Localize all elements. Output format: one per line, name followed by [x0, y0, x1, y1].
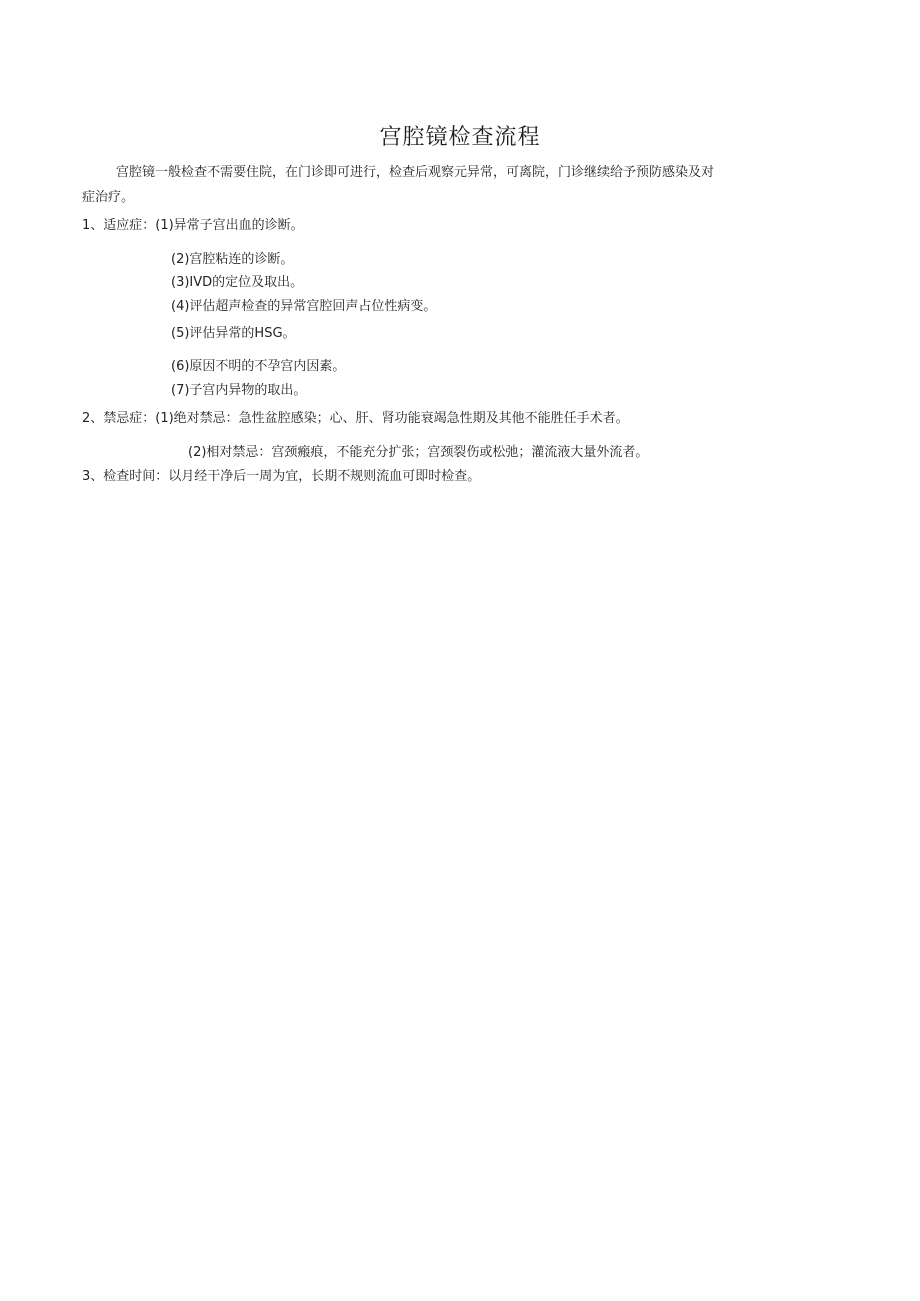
indication-item-3: (3)IVD的定位及取出。 — [171, 275, 304, 290]
section-indications-heading: 1、适应症：(1)异常子宫出血的诊断。 — [82, 218, 304, 233]
section-exam-timing: 3、检查时间：以月经干净后一周为宜，长期不规则流血可即时检查。 — [82, 469, 481, 484]
indication-item-4: (4)评估超声检查的异常宫腔回声占位性病变。 — [171, 299, 437, 314]
section-contraindications-heading: 2、禁忌症：(1)绝对禁忌：急性盆腔感染；心、肝、肾功能衰竭急性期及其他不能胜任手术者。 — [82, 411, 629, 426]
indication-item-7: (7)子宫内异物的取出。 — [171, 383, 307, 398]
indication-item-6: (6)原因不明的不孕宫内因素。 — [171, 359, 346, 374]
contraindication-item-2: (2)相对禁忌：宫颈瘢痕，不能充分扩张；宫颈裂伤或松弛；灌流液大量外流者。 — [188, 445, 649, 460]
indication-item-5: (5)评估异常的HSG。 — [171, 326, 296, 341]
indication-item-2: (2)宫腔粘连的诊断。 — [171, 252, 294, 267]
intro-paragraph-line-1: 宫腔镜一般检查不需要住院，在门诊即可进行，检查后观察元异常，可离院，门诊继续给予预防感染及对 — [116, 165, 715, 180]
document-title: 宫腔镜检查流程 — [379, 125, 541, 150]
intro-paragraph-line-2: 症治疗。 — [82, 190, 135, 205]
